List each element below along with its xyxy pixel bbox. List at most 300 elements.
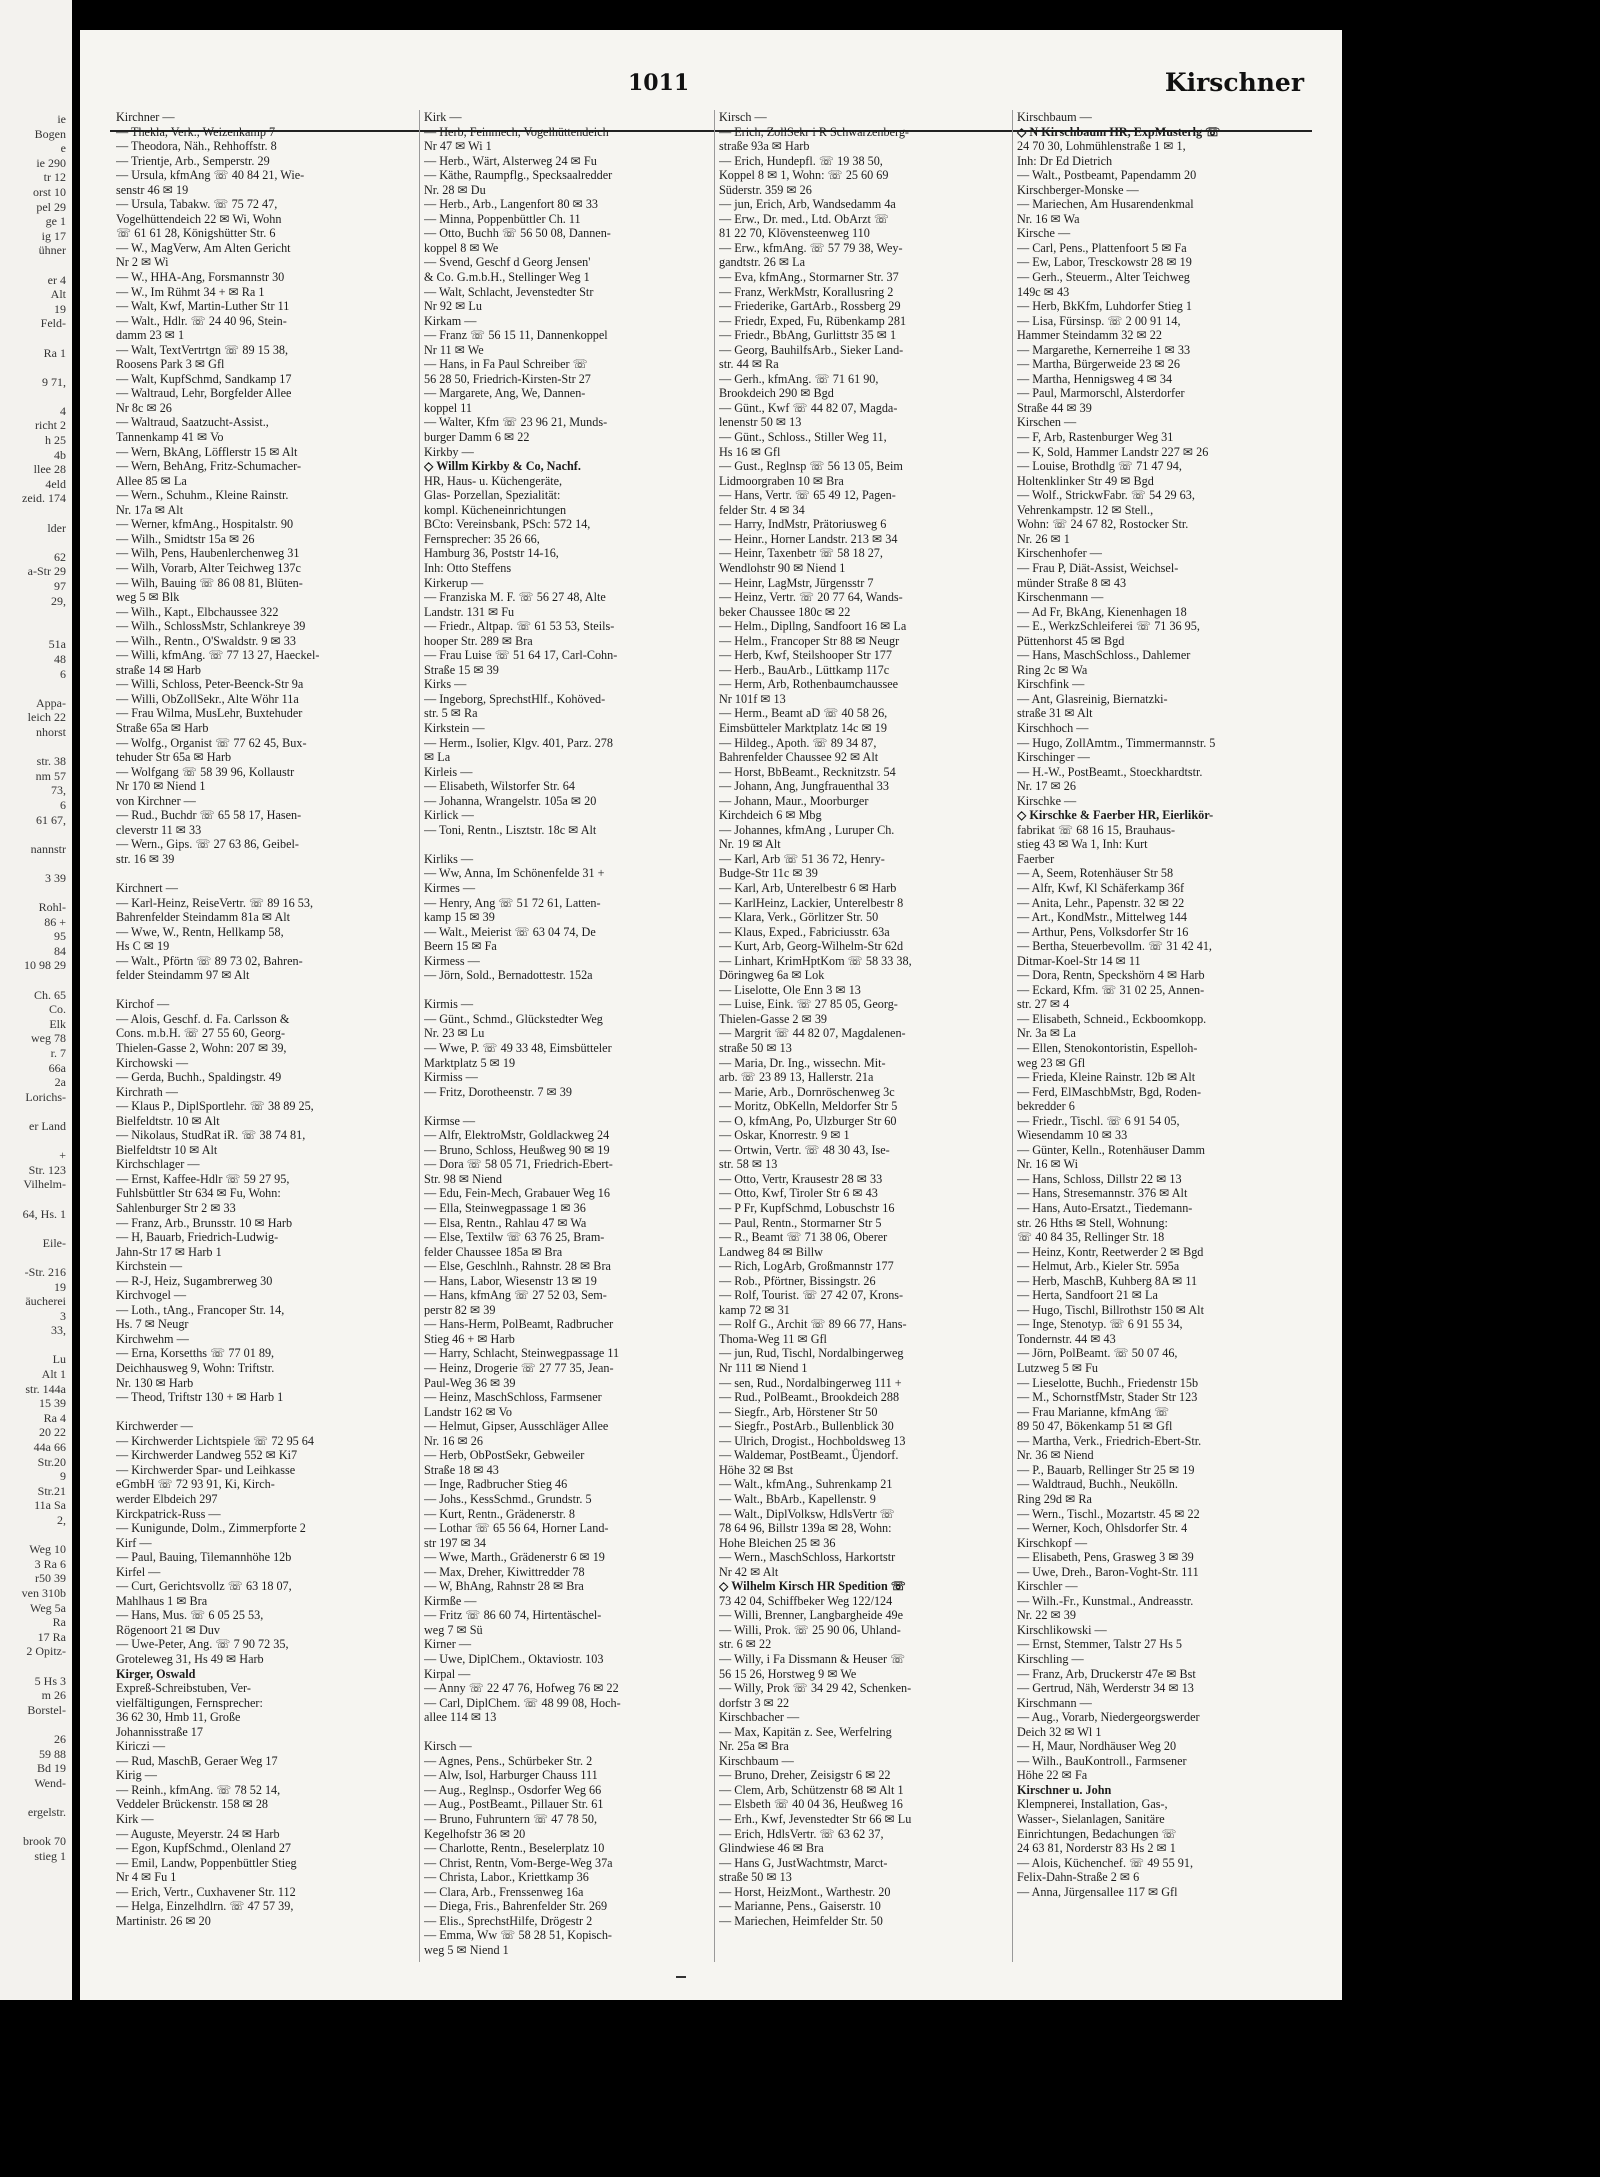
previous-page-fragment: Rohl- xyxy=(38,900,66,915)
directory-entry: — H.-W., PostBeamt., Stoeckhardtstr. xyxy=(1017,764,1203,779)
surname-heading: Kirschlikowski — xyxy=(1017,1622,1107,1637)
directory-entry: — Helm., Dipllng, Sandfoort 16 ✉ La xyxy=(719,619,907,634)
surname-heading: Kirschke — xyxy=(1017,793,1077,808)
directory-entry: Nr 2 ✉ Wi xyxy=(116,255,169,270)
directory-entry: — Hans, in Fa Paul Schreiber ☏ xyxy=(424,357,588,372)
previous-page-fragment: 6 xyxy=(60,797,66,812)
directory-entry: — W., MagVerw, Am Alten Gericht xyxy=(116,240,291,255)
surname-heading: Kirmse — xyxy=(424,1113,476,1128)
directory-entry: Nr. 17a ✉ Alt xyxy=(116,502,184,517)
directory-entry: koppel 8 ✉ We xyxy=(424,240,499,255)
surname-heading: Kirmess — xyxy=(424,953,480,968)
surname-heading: Kirmiss — xyxy=(424,1070,478,1085)
directory-entry: — Ulrich, Drogist., Hochboldsweg 13 xyxy=(719,1433,906,1448)
directory-entry: — Walt., Pförtn ☏ 89 73 02, Bahren- xyxy=(116,953,303,968)
directory-entry: — Herm., Isolier, Klgv. 401, Parz. 278 xyxy=(424,735,613,750)
directory-entry: fabrikat ☏ 68 16 15, Brauhaus- xyxy=(1017,822,1176,837)
directory-entry: — Erna, Korsetths ☏ 77 01 89, xyxy=(116,1346,275,1361)
directory-entry xyxy=(116,866,406,881)
previous-page-fragment: str. 144a xyxy=(25,1381,66,1396)
directory-entry: Hs 16 ✉ Gfl xyxy=(719,444,781,459)
previous-page-edge xyxy=(0,0,72,2000)
column-4 xyxy=(1012,110,1303,1962)
directory-entry: — Wern., Tischl., Mozartstr. 45 ✉ 22 xyxy=(1017,1506,1200,1521)
directory-entry: Lutzweg 5 ✉ Fu xyxy=(1017,1361,1098,1376)
directory-entry: — Bertha, Steuerbevollm. ☏ 31 42 41, xyxy=(1017,939,1212,954)
directory-entry: — Herb, ObPostSekr, Gebweiler xyxy=(424,1448,585,1463)
directory-entry: Ditmar-Koel-Str 14 ✉ 11 xyxy=(1017,953,1141,968)
directory-entry: — Heinr, Taxenbetr ☏ 58 18 27, xyxy=(719,546,883,561)
directory-entry xyxy=(424,837,710,852)
directory-entry: — Elis., SprechstHilfe, Drögestr 2 xyxy=(424,1913,593,1928)
surname-heading: Kirschbaum — xyxy=(1017,110,1092,124)
directory-entry: — Gertrud, Näh, Werderstr 34 ✉ 13 xyxy=(1017,1681,1194,1696)
directory-entry: — Minna, Poppenbüttler Ch. 11 xyxy=(424,211,581,226)
directory-entry: str. 5 ✉ Ra xyxy=(424,706,478,721)
directory-entry: — Mariechen, Am Husarendenkmal xyxy=(1017,197,1194,212)
directory-entry: — Horst, BbBeamt., Recknitzstr. 54 xyxy=(719,764,896,779)
surname-heading: Kirschkopf — xyxy=(1017,1535,1088,1550)
directory-entry: — Lisa, Fürsinsp. ☏ 2 00 91 14, xyxy=(1017,313,1181,328)
previous-page-fragment: 4eld xyxy=(45,476,66,491)
directory-entry: — Karl, Arb, Unterelbestr 6 ✉ Harb xyxy=(719,880,897,895)
surname-heading: Kirner — xyxy=(424,1637,472,1652)
directory-entry: — A, Seem, Rotenhäuser Str 58 xyxy=(1017,866,1174,881)
directory-entry: — Ellen, Stenokontoristin, Espelloh- xyxy=(1017,1041,1198,1055)
previous-page-fragment: 9 71, xyxy=(42,374,66,389)
directory-entry: — Aug., PostBeamt., Pillauer Str. 61 xyxy=(424,1797,604,1812)
directory-entry: — Willy, i Fa Dissmann & Heuser ☏ xyxy=(719,1651,906,1666)
directory-entry: Mahlhaus 1 ✉ Bra xyxy=(116,1593,208,1608)
directory-entry: & Co. G.m.b.H., Stellinger Weg 1 xyxy=(424,270,590,285)
directory-entry: — Ernst, Stemmer, Talstr 27 Hs 5 xyxy=(1017,1637,1182,1652)
directory-entry: — Paul, Rentn., Stormarner Str 5 xyxy=(719,1215,882,1230)
directory-entry: — Herm, Arb, Rothenbaumchaussee xyxy=(719,677,899,692)
previous-page-fragment: 95 xyxy=(54,929,66,944)
directory-entry: — W., Im Rühmt 34 + ✉ Ra 1 xyxy=(116,284,265,299)
previous-page-fragment xyxy=(0,1338,72,1353)
directory-entry: — Elsa, Rentn., Rahlau 47 ✉ Wa xyxy=(424,1215,587,1230)
directory-entry: Straße 18 ✉ 43 xyxy=(424,1462,499,1477)
previous-page-fragment xyxy=(0,608,72,623)
previous-page-fragment: äucherei xyxy=(25,1294,66,1309)
previous-page-fragment xyxy=(0,885,72,900)
surname-heading: Kirschling — xyxy=(1017,1651,1084,1666)
directory-entry: — Wern, BkAng, Löfflerstr 15 ✉ Alt xyxy=(116,444,298,459)
previous-page-fragment: 4 xyxy=(60,403,66,418)
directory-entry: — Wilh., Smidtstr 15a ✉ 26 xyxy=(116,531,255,546)
running-head: Kirschner xyxy=(1164,68,1304,97)
directory-entry: Bielfeldtstr 10 ✉ Alt xyxy=(116,1142,218,1157)
directory-entry: Nr. 25a ✉ Bra xyxy=(719,1739,789,1754)
directory-entry: — Herb., Arb., Langenfort 80 ✉ 33 xyxy=(424,197,599,212)
surname-heading: Kirkby — xyxy=(424,444,474,459)
previous-page-fragment: ie xyxy=(57,112,66,126)
directory-entry: 24 70 30, Lohmühlenstraße 1 ✉ 1, xyxy=(1017,139,1186,154)
directory-entry: str. 26 Hths ✉ Stell, Wohnung: xyxy=(1017,1215,1168,1230)
directory-entry: Nr. 16 ✉ Wi xyxy=(1017,1157,1078,1172)
previous-page-fragment: Bd 19 xyxy=(36,1761,66,1776)
directory-entry: — Franz, WerkMstr, Korallusring 2 xyxy=(719,284,894,299)
directory-entry: Kegelhofstr 36 ✉ 20 xyxy=(424,1826,526,1841)
directory-entry: — Erich, Vertr., Cuxhavener Str. 112 xyxy=(116,1884,296,1899)
surname-heading: Kirliks — xyxy=(424,851,474,866)
directory-entry: Nr 170 ✉ Niend 1 xyxy=(116,779,206,794)
directory-entry: — Dora, Rentn, Speckshörn 4 ✉ Harb xyxy=(1017,968,1205,983)
directory-entry: — Hans, Stresemannstr. 376 ✉ Alt xyxy=(1017,1186,1188,1201)
previous-page-fragment: 6 xyxy=(60,666,66,681)
surname-heading: Kirschmann — xyxy=(1017,1695,1092,1710)
directory-entry: str. 6 ✉ 22 xyxy=(719,1637,772,1652)
directory-entry: — Mariechen, Heimfelder Str. 50 xyxy=(719,1913,883,1928)
surname-heading: Kirkam — xyxy=(424,313,477,328)
previous-page-fragment: 44a 66 xyxy=(33,1440,66,1455)
directory-entry: — Fritz ☏ 86 60 74, Hirtentäschel- xyxy=(424,1608,602,1623)
previous-page-fragment: ven 310b xyxy=(21,1585,66,1600)
directory-entry: — Hans, Schloss, Dillstr 22 ✉ 13 xyxy=(1017,1171,1182,1186)
directory-entry: — Nikolaus, StudRat iR. ☏ 38 74 81, xyxy=(116,1128,306,1143)
previous-page-fragment: richt 2 xyxy=(35,418,66,433)
previous-page-fragment: 20 22 xyxy=(39,1425,66,1440)
directory-entry: Einrichtungen, Bedachungen ☏ xyxy=(1017,1826,1177,1841)
directory-entry: — W., HHA-Ang, Forsmannstr 30 xyxy=(116,270,285,285)
previous-page-fragment: Str.21 xyxy=(37,1483,66,1498)
directory-entry: — Rolf, Tourist. ☏ 27 42 07, Krons- xyxy=(719,1288,904,1303)
directory-entry: — Clem, Arb, Schützenstr 68 ✉ Alt 1 xyxy=(719,1782,904,1797)
directory-entry: straße 93a ✉ Harb xyxy=(719,139,810,154)
firm-entry: ◇ N Kirschbaum HR, ExpMusterlg ☏ xyxy=(1017,124,1221,139)
directory-entry: — Thekla, Verk., Weizenkamp 7 xyxy=(116,124,276,139)
directory-entry: — Ferd, ElMaschbMstr, Bgd, Roden- xyxy=(1017,1084,1202,1099)
directory-entry: — Ortwin, Vertr. ☏ 48 30 43, Ise- xyxy=(719,1142,890,1157)
directory-entry: Paul-Weg 36 ✉ 39 xyxy=(424,1375,516,1390)
directory-entry: eGmbH ☏ 72 93 91, Ki, Kirch- xyxy=(116,1477,275,1492)
previous-page-fragment: 59 88 xyxy=(39,1746,66,1761)
directory-entry: senstr 46 ✉ 19 xyxy=(116,182,189,197)
previous-page-fragment: 19 xyxy=(54,1279,66,1294)
previous-page-fragment: -Str. 216 xyxy=(24,1264,66,1279)
directory-entry: — Franziska M. F. ☏ 56 27 48, Alte xyxy=(424,590,606,605)
directory-entry: — Dora ☏ 58 05 71, Friedrich-Ebert- xyxy=(424,1157,613,1172)
directory-entry: — Lieselotte, Buchh., Friedenstr 15b xyxy=(1017,1375,1199,1390)
firm-entry: Kirschner u. John xyxy=(1017,1782,1112,1797)
directory-entry: — Alw, Isol, Harburger Chauss 111 xyxy=(424,1768,598,1783)
directory-entry: kamp 72 ✉ 31 xyxy=(719,1302,790,1317)
surname-heading: Kirlick — xyxy=(424,808,474,823)
previous-page-fragment: llee 28 xyxy=(33,462,66,477)
directory-entry: — Bruno, Fuhruntern ☏ 47 78 50, xyxy=(424,1811,597,1826)
directory-entry: Groteleweg 31, Hs 49 ✉ Harb xyxy=(116,1651,264,1666)
directory-entry: — Curt, Gerichtsvollz ☏ 63 18 07, xyxy=(116,1579,292,1594)
surname-heading: Kirschberger-Monske — xyxy=(1017,182,1139,197)
directory-entry: — Toni, Rentn., Lisztstr. 18c ✉ Alt xyxy=(424,822,597,837)
directory-entry: — Inge, Stenotyp. ☏ 6 91 55 34, xyxy=(1017,1317,1183,1332)
directory-entry: — Theod, Triftstr 130 + ✉ Harb 1 xyxy=(116,1390,284,1405)
directory-entry: — Uwe, DiplChem., Oktaviostr. 103 xyxy=(424,1651,604,1666)
directory-entry: — Carl, Pens., Plattenfoort 5 ✉ Fa xyxy=(1017,240,1187,255)
previous-page-fragment: 86 + xyxy=(44,914,66,929)
directory-entry: — Uwe, Dreh., Baron-Voght-Str. 111 xyxy=(1017,1564,1199,1579)
surname-heading: Kirkerup — xyxy=(424,575,484,590)
previous-page-fragment: leich 22 xyxy=(27,710,66,725)
directory-entry: — Erich, HdlsVertr. ☏ 63 62 37, xyxy=(719,1826,884,1841)
directory-entry: — Ew, Labor, Tresckowstr 28 ✉ 19 xyxy=(1017,255,1192,270)
directory-entry: str. 58 ✉ 13 xyxy=(719,1157,778,1172)
directory-entry: — Ingeborg, SprechstHlf., Kohöved- xyxy=(424,691,606,706)
directory-entry: — Inge, Radbrucher Stieg 46 xyxy=(424,1477,568,1492)
directory-entry: — Franz, Arb., Brunsstr. 10 ✉ Harb xyxy=(116,1215,293,1230)
directory-entry: — Rolf G., Archit ☏ 89 66 77, Hans- xyxy=(719,1317,907,1332)
directory-entry: — Ursula, kfmAng ☏ 40 84 21, Wie- xyxy=(116,168,305,183)
surname-heading: Kirsche — xyxy=(1017,226,1071,241)
previous-page-fragment: 97 xyxy=(54,579,66,593)
directory-entry: — Wilh.-Fr., Kunstmal., Andreasstr. xyxy=(1017,1593,1194,1608)
directory-entry: burger Damm 6 ✉ 22 xyxy=(424,430,530,445)
directory-entry: — Günt., Schmd., Glückstedter Weg xyxy=(424,1011,603,1026)
directory-entry: — Walt., Hdlr. ☏ 24 40 96, Stein- xyxy=(116,313,287,328)
directory-entry: — Alois, Küchenchef. ☏ 49 55 91, xyxy=(1017,1855,1194,1870)
directory-entry: Hammer Steindamm 32 ✉ 22 xyxy=(1017,328,1162,343)
previous-page-fragment: Eile- xyxy=(42,1235,66,1250)
previous-page-fragment: lder xyxy=(47,520,66,535)
directory-entry: — Willy, Prok ☏ 34 29 42, Schenken- xyxy=(719,1681,912,1696)
directory-entry: ✉ La xyxy=(424,750,451,765)
previous-page-fragment xyxy=(0,681,72,696)
directory-entry: Straße 15 ✉ 39 xyxy=(424,662,499,677)
previous-page-fragment xyxy=(0,623,72,638)
previous-page-fragment: 17 Ra xyxy=(37,1629,66,1644)
directory-entry: Ring 2c ✉ Wa xyxy=(1017,662,1088,677)
directory-entry: stieg 43 ✉ Wa 1, Inh: Kurt xyxy=(1017,837,1148,852)
previous-page-fragment: ge 1 xyxy=(45,214,66,229)
previous-page-fragment xyxy=(0,331,72,346)
previous-page-fragment: ühner xyxy=(38,243,66,258)
previous-page-fragment: Str. 123 xyxy=(28,1162,66,1177)
directory-entry: Tannenkamp 41 ✉ Vo xyxy=(116,430,224,445)
previous-page-fragment xyxy=(0,1221,72,1236)
previous-page-fragment xyxy=(0,258,72,273)
directory-entry: — Moritz, ObKelln, Meldorfer Str 5 xyxy=(719,1099,898,1114)
directory-entry: — Trientje, Arb., Semperstr. 29 xyxy=(116,153,270,168)
directory-entry: — P Fr, KupfSchmd, Lobuschstr 16 xyxy=(719,1201,895,1216)
surname-heading: Kirschler — xyxy=(1017,1579,1078,1594)
previous-page-fragment: Alt xyxy=(50,287,66,302)
previous-page-fragment: 66a xyxy=(48,1060,66,1075)
directory-entry: — Heinz, MaschSchloss, Farmsener xyxy=(424,1390,602,1405)
directory-entry: Stieg 46 + ✉ Harb xyxy=(424,1331,515,1346)
directory-entry: — Friedr., Tischl. ☏ 6 91 54 05, xyxy=(1017,1113,1180,1128)
directory-entry: — Liselotte, Ole Enn 3 ✉ 13 xyxy=(719,982,861,997)
directory-entry: — Klaus P., DiplSportlehr. ☏ 38 89 25, xyxy=(116,1099,314,1114)
directory-entry: — Herb, MaschB, Kuhberg 8A ✉ 11 xyxy=(1017,1273,1198,1288)
directory-entry: — Walt., BbArb., Kapellenstr. 9 xyxy=(719,1491,876,1506)
column-1 xyxy=(116,110,406,1962)
previous-page-fragment: 11a Sa xyxy=(34,1498,66,1513)
directory-entry: Lidmoorgraben 10 ✉ Bra xyxy=(719,473,844,488)
directory-entry: — Wwe, P. ☏ 49 33 48, Eimsbütteler xyxy=(424,1041,612,1055)
previous-page-fragment: ig 17 xyxy=(41,228,66,243)
surname-heading: Kirkstein — xyxy=(424,720,485,735)
directory-entry: — Hans, MaschSchloss., Dahlemer xyxy=(1017,648,1191,663)
previous-page-fragment: Bogen xyxy=(34,126,66,141)
directory-entry: — Klara, Verk., Görlitzer Str. 50 xyxy=(719,910,879,925)
directory-entry: — sen, Rud., Nordalbingerweg 111 + xyxy=(719,1375,902,1390)
directory-entry: — Siegfr., PostArb., Bullenblick 30 xyxy=(719,1419,894,1434)
previous-page-fragment: Str.20 xyxy=(37,1454,66,1469)
surname-heading: Kirschenhofer — xyxy=(1017,546,1102,561)
directory-entry: weg 5 ✉ Blk xyxy=(116,590,180,605)
previous-page-fragment: 2 Opitz- xyxy=(26,1644,66,1659)
previous-page-fragment: Ra 4 xyxy=(43,1410,66,1425)
directory-entry xyxy=(424,1725,710,1740)
directory-entry: — Alois, Geschf. d. Fa. Carlsson & xyxy=(116,1011,290,1026)
directory-entry: — Käthe, Raumpflg., Specksaalredder xyxy=(424,168,613,183)
directory-entry: Vehrenkampstr. 12 ✉ Stell., xyxy=(1017,502,1154,517)
previous-page-fragment: 5 Hs 3 xyxy=(34,1673,66,1688)
directory-entry: — Wilh., Kapt., Elbchaussee 322 xyxy=(116,604,279,619)
directory-entry: Wendlohstr 90 ✉ Niend 1 xyxy=(719,560,846,575)
directory-entry: — K, Sold, Hammer Landstr 227 ✉ 26 xyxy=(1017,444,1209,459)
directory-entry: — Kurt, Arb, Georg-Wilhelm-Str 62d xyxy=(719,939,904,954)
page-header xyxy=(80,66,1342,106)
directory-entry: — Herb, BkKfm, Luhdorfer Stieg 1 xyxy=(1017,299,1192,314)
directory-entry: — Karl, Arb ☏ 51 36 72, Henry- xyxy=(719,851,885,866)
directory-entry: straße 31 ✉ Alt xyxy=(1017,706,1093,721)
directory-entry: — Jörn, Sold., Bernadottestr. 152a xyxy=(424,968,593,983)
directory-entry: — Waldemar, PostBeamt., Üjendorf. xyxy=(719,1448,899,1463)
previous-page-fragment xyxy=(0,1250,72,1265)
directory-entry: — Marianne, Pens., Gaiserstr. 10 xyxy=(719,1899,881,1914)
directory-entry: — Ad Fr, BkAng, Kienenhagen 18 xyxy=(1017,604,1187,619)
directory-entry: tehuder Str 65a ✉ Harb xyxy=(116,750,232,765)
surname-heading: Kirmße — xyxy=(424,1593,477,1608)
directory-entry: 36 62 30, Hmb 11, Große xyxy=(116,1710,241,1725)
directory-entry: — Carl, DiplChem. ☏ 48 99 08, Hoch- xyxy=(424,1695,621,1710)
surname-heading: Kirschenmann — xyxy=(1017,590,1104,605)
directory-entry: — Gerda, Buchh., Spaldingstr. 49 xyxy=(116,1070,282,1085)
directory-entry: — M., SchornstfMstr, Stader Str 123 xyxy=(1017,1390,1198,1405)
directory-entry: Nr 92 ✉ Lu xyxy=(424,299,482,314)
directory-entry: — Gerh., Steuerm., Alter Teichweg xyxy=(1017,270,1190,285)
directory-entry: Johannisstraße 17 xyxy=(116,1724,203,1739)
directory-entry: — Kirchwerder Lichtspiele ☏ 72 95 64 xyxy=(116,1433,314,1448)
directory-entry: — Waltraud, Lehr, Borgfelder Allee xyxy=(116,386,292,401)
directory-entry: — Friedr., Altpap. ☏ 61 53 53, Steils- xyxy=(424,619,615,634)
directory-entry: — Kurt, Rentn., Grädenerstr. 8 xyxy=(424,1506,575,1521)
directory-entry: — Ww, Anna, Im Schönenfelde 31 + xyxy=(424,866,605,881)
directory-entry: Nr 101f ✉ 13 xyxy=(719,691,786,706)
directory-entry: Püttenhorst 45 ✉ Bgd xyxy=(1017,633,1125,648)
previous-page-fragment xyxy=(0,973,72,988)
directory-entry: — Hans, Mus. ☏ 6 05 25 53, xyxy=(116,1608,264,1623)
firm-entry: ◇ Kirschke & Faerber HR, Eierlikör- xyxy=(1017,808,1214,823)
directory-entry: Klempnerei, Installation, Gas-, xyxy=(1017,1797,1168,1812)
directory-entry: — Harry, IndMstr, Prätoriusweg 6 xyxy=(719,517,887,532)
previous-page-fragment xyxy=(0,1528,72,1543)
directory-entry: — Ursula, Tabakw. ☏ 75 72 47, xyxy=(116,197,278,212)
directory-entry: Nr 47 ✉ Wi 1 xyxy=(424,139,492,154)
previous-page-fragment: h 25 xyxy=(45,433,66,448)
directory-entry: — Wern, BehAng, Fritz-Schumacher- xyxy=(116,459,302,474)
directory-entry: Fuhlsbüttler Str 634 ✉ Fu, Wohn: xyxy=(116,1186,281,1201)
directory-entry: — Wern., Gips. ☏ 27 63 86, Geibel- xyxy=(116,837,299,852)
directory-entry: Deichhausweg 9, Wohn: Triftstr. xyxy=(116,1361,275,1376)
directory-entry: — Erw., Dr. med., Ltd. ObArzt ☏ xyxy=(719,211,890,226)
previous-page-fragment: Wend- xyxy=(34,1775,66,1790)
directory-entry: — Wilh., SchlossMstr, Schlankreye 39 xyxy=(116,619,306,634)
directory-entry: BCto: Vereinsbank, PSch: 572 14, xyxy=(424,517,591,532)
directory-entry: Roosens Park 3 ✉ Gfl xyxy=(116,357,225,372)
previous-page-fragment: Co. xyxy=(48,1002,66,1017)
previous-page-fragment: Weg 5a xyxy=(29,1600,66,1615)
directory-entry: Cons. m.b.H. ☏ 27 55 60, Georg- xyxy=(116,1026,286,1041)
directory-entry: Nr 11 ✉ We xyxy=(424,342,484,357)
directory-entry: — Siegfr., Arb, Hörstener Str 50 xyxy=(719,1404,878,1419)
directory-entry: — Herb., Wärt, Alsterweg 24 ✉ Fu xyxy=(424,153,597,168)
directory-entry: ☏ 61 61 28, Königshütter Str. 6 xyxy=(116,226,276,241)
previous-page-fragment: m 26 xyxy=(41,1688,66,1703)
previous-page-fragment: Weg 10 xyxy=(29,1542,66,1557)
directory-entry: — Elisabeth, Pens, Grasweg 3 ✉ 39 xyxy=(1017,1550,1194,1565)
directory-entry: — Heinr, LagMstr, Jürgensstr 7 xyxy=(719,575,874,590)
directory-entry: — Wern., MaschSchloss, Harkortstr xyxy=(719,1550,896,1565)
directory-entry: Veddeler Brückenstr. 158 ✉ 28 xyxy=(116,1797,269,1812)
directory-entry: Nr. 16 ✉ 26 xyxy=(424,1433,483,1448)
directory-page xyxy=(80,30,1342,2000)
directory-entry: — O, kfmAng, Po, Ulzburger Str 60 xyxy=(719,1113,897,1128)
directory-entry: — Kunigunde, Dolm., Zimmerpforte 2 xyxy=(116,1521,306,1536)
directory-entry: Nr. 22 ✉ 39 xyxy=(1017,1608,1076,1623)
directory-entry: — Else, Textilw ☏ 63 76 25, Bram- xyxy=(424,1230,605,1245)
directory-entry: Nr. 16 ✉ Wa xyxy=(1017,211,1080,226)
directory-entry: — Johann, Maur., Moorburger xyxy=(719,793,869,808)
directory-entry: — Maria, Dr. Ing., wissechn. Mit- xyxy=(719,1055,886,1070)
directory-entry: — Helga, Einzelhdlrn. ☏ 47 57 39, xyxy=(116,1899,294,1914)
directory-entry: Koppel 8 ✉ 1, Wohn: ☏ 25 60 69 xyxy=(719,168,889,183)
directory-entry: lenenstr 50 ✉ 13 xyxy=(719,415,802,430)
directory-entry: Martinistr. 26 ✉ 20 xyxy=(116,1913,211,1928)
previous-page-fragment: a-Str 29 xyxy=(27,564,66,579)
previous-page-fragment: Elk xyxy=(49,1016,66,1031)
directory-entry: — Wilh., Rentn., O'Swaldstr. 9 ✉ 33 xyxy=(116,633,296,648)
directory-entry: — Willi, ObZollSekr., Alte Wöhr 11a xyxy=(116,691,299,706)
directory-entry: kamp 15 ✉ 39 xyxy=(424,910,495,925)
directory-entry: ☏ 40 84 35, Rellinger Str. 18 xyxy=(1017,1230,1165,1245)
directory-entry: — Erh., Kwf, Jevenstedter Str 66 ✉ Lu xyxy=(719,1811,912,1826)
directory-entry: — Oskar, Knorrestr. 9 ✉ 1 xyxy=(719,1128,850,1143)
previous-page-fragment: pel 29 xyxy=(36,199,66,214)
directory-entry: Nr. 28 ✉ Du xyxy=(424,182,486,197)
previous-page-fragment: 29, xyxy=(51,593,66,608)
previous-page-fragment: Alt 1 xyxy=(41,1367,66,1382)
directory-entry: werder Elbdeich 297 xyxy=(116,1491,218,1506)
previous-page-fragment: weg 78 xyxy=(31,1031,66,1046)
previous-page-fragment: zeid. 174 xyxy=(22,491,66,506)
directory-entry: cleverstr 11 ✉ 33 xyxy=(116,822,202,837)
previous-page-fragment xyxy=(0,360,72,375)
directory-entry: — Christa, Labor., Kriettkamp 36 xyxy=(424,1870,589,1885)
previous-page-fragment: Lorichs- xyxy=(25,1089,66,1104)
previous-page-fragment: Feld- xyxy=(40,316,66,331)
previous-page-fragment: e xyxy=(60,141,66,156)
directory-entry: Rögenoort 21 ✉ Duv xyxy=(116,1622,220,1637)
directory-entry: 149c ✉ 43 xyxy=(1017,284,1070,299)
previous-page-fragment: 84 xyxy=(54,943,66,958)
directory-entry: — Alfr, ElektroMstr, Goldlackweg 24 xyxy=(424,1128,610,1143)
directory-entry: Straße 65a ✉ Harb xyxy=(116,720,209,735)
directory-entry: — F, Arb, Rastenburger Weg 31 xyxy=(1017,430,1174,445)
previous-page-fragment xyxy=(0,1717,72,1732)
